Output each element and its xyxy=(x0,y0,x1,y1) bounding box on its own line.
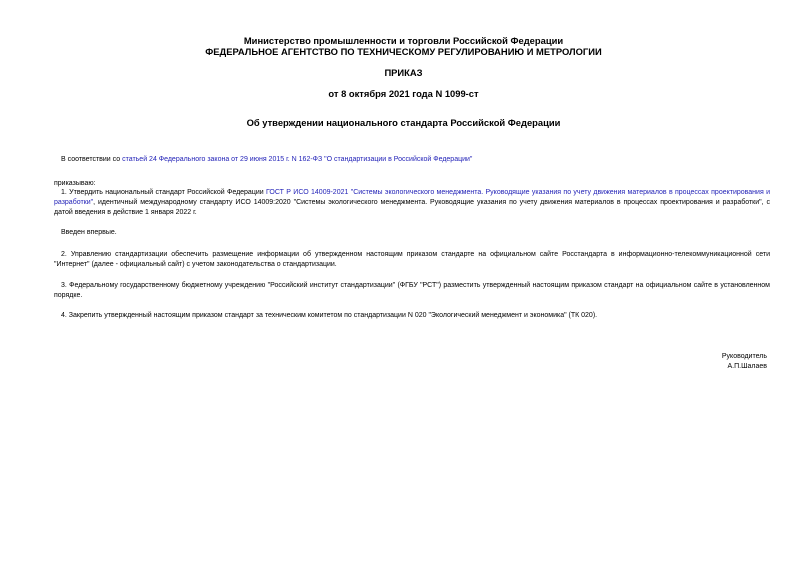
signature-role: Руководитель xyxy=(721,353,767,360)
document-date-number: от 8 октября 2021 года N 1099-ст xyxy=(328,88,479,99)
order-word: приказываю: xyxy=(54,180,96,187)
gost-standard-link[interactable]: ГОСТ Р ИСО 14009-2021 "Системы экологического менеджмента. Руководящие указания по учету движения материалов в процессах проектирования и разработки" xyxy=(54,189,770,206)
signature-name: А.П.Шалаев xyxy=(727,363,767,370)
federal-law-link[interactable]: статьей 24 Федерального закона от 29 июня 2015 г. N 162-ФЗ "О стандартизации в Российской Федерации" xyxy=(122,156,473,163)
item-1-text-start: 1. Утвердить национальный стандарт Российской Федерации xyxy=(61,189,266,196)
document-title: Об утверждении национального стандарта Российской Федерации xyxy=(246,117,561,128)
ministry-heading: Министерство промышленности и торговли Российской Федерации xyxy=(243,35,564,46)
first-time-note: Введен впервые. xyxy=(61,229,117,236)
item-4-paragraph: 4. Закрепить утвержденный настоящим приказом стандарт за техническим комитетом по стандартизации N 020 "Экологический менеджмент и экономика" (ТК 020). xyxy=(61,312,598,319)
preamble-paragraph xyxy=(54,155,770,165)
document-type: ПРИКАЗ xyxy=(384,67,423,78)
item-1-text-end: , идентичный международному стандарту ИСО 14009:2020 "Системы экологического менеджмента. Руководящие указания по учету движения материалов в процессах проектирования и разработки", с датой введения в действие 1 января 2022 г. xyxy=(54,199,770,216)
agency-heading: ФЕДЕРАЛЬНОЕ АГЕНТСТВО ПО ТЕХНИЧЕСКОМУ РЕГУЛИРОВАНИЮ И МЕТРОЛОГИИ xyxy=(205,46,602,57)
item-3-paragraph: 3. Федеральному государственному бюджетному учреждению "Российский институт стандартизации" (ФГБУ "РСТ") разместить утвержденный настоящим приказом стандарт на официальном сайте в установленном порядке. xyxy=(54,282,770,299)
item-1-paragraph xyxy=(54,188,770,218)
preamble-text: В соответствии со xyxy=(61,156,123,163)
item-2-paragraph: 2. Управлению стандартизации обеспечить размещение информации об утвержденном настоящим приказом стандарте на официальном сайте Росстандарта в информационно-телекоммуникационной сети "Интернет" (далее - официальный сайт) с учетом законодательства о стандартизации. xyxy=(54,251,770,268)
